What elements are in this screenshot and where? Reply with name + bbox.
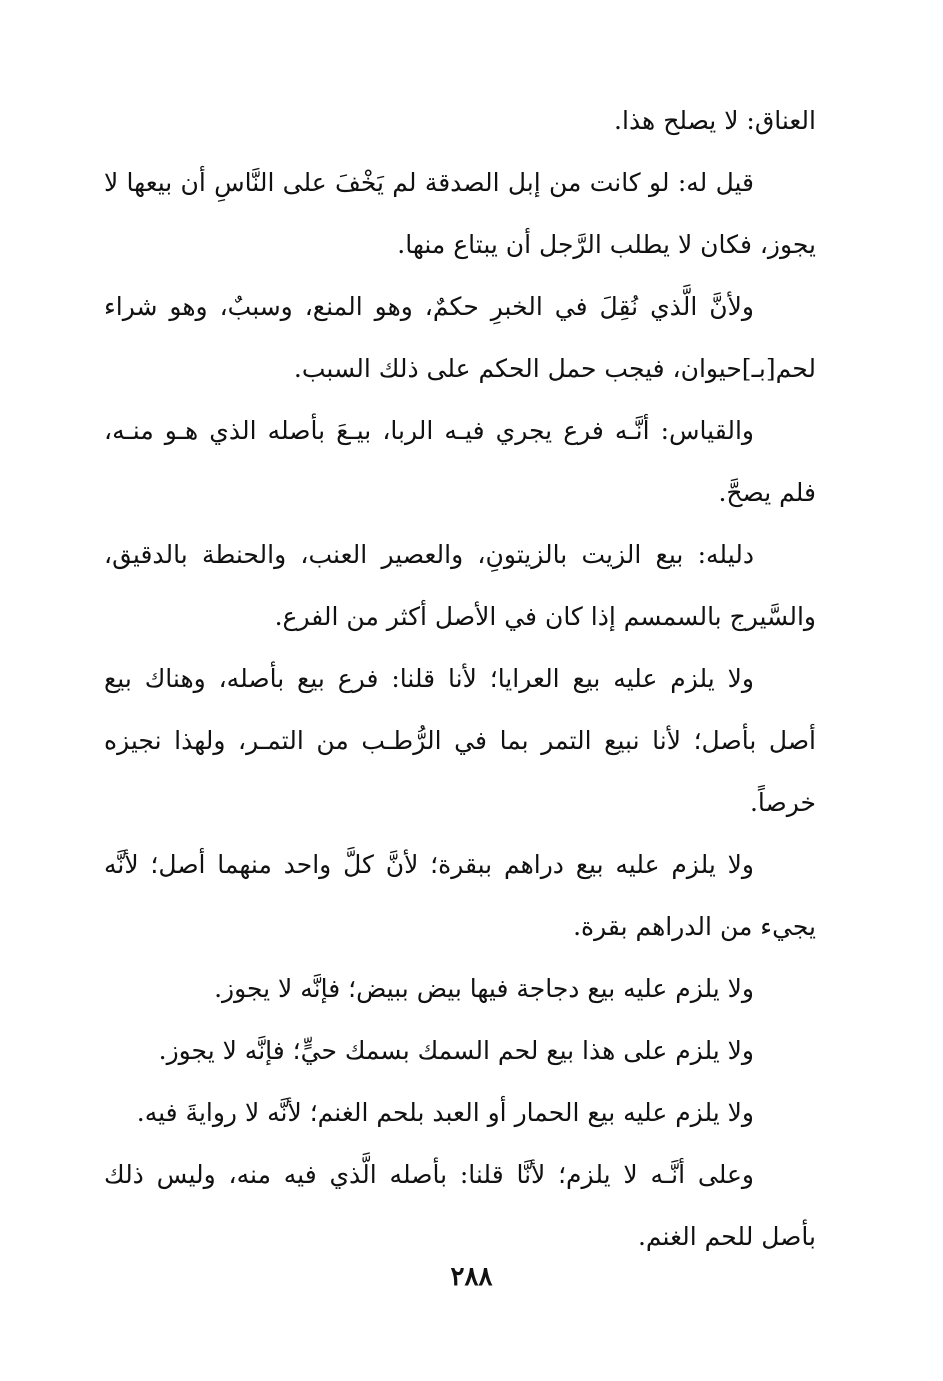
- paragraph-4: والقياس: أنَّـه فرع يجري فيـه الربا، بيـعَ بأصله الذي هـو منـه، فلم يصحَّ.: [104, 416, 816, 507]
- paragraph-7: ولا يلزم عليه بيع دراهم ببقرة؛ لأنَّ كلَّ واحد منهما أصل؛ لأنَّه يجيء من الدراهم بقرة.: [104, 850, 816, 941]
- page-number: ٢٨٨: [450, 1262, 493, 1292]
- body-text: [104, 90, 816, 1268]
- paragraph-9: ولا يلزم على هذا بيع لحم السمك بسمك حيٍّ؛ فإنَّه لا يجوز.: [158, 1036, 754, 1065]
- paragraph-1: العناق: لا يصلح هذا.: [614, 106, 816, 135]
- paragraph-8: ولا يلزم عليه بيع دجاجة فيها بيض ببيض؛ فإنَّه لا يجوز.: [214, 974, 754, 1003]
- paragraph-2: قيل له: لو كانت من إبل الصدقة لم يَخْفَ على النَّاسِ أن بيعها لا يجوز، فكان لا يطلب الرَّجل أن يبتاع منها.: [104, 168, 816, 259]
- paragraph-10: ولا يلزم عليه بيع الحمار أو العبد بلحم الغنم؛ لأنَّه لا روايةَ فيه.: [136, 1098, 754, 1127]
- paragraph-3: ولأنَّ الَّذي نُقِلَ في الخبرِ حكمٌ، وهو المنع، وسببٌ، وهو شراء لحم[بـ]حيوان، فيجب حمل الحكم على ذلك السبب.: [104, 292, 816, 383]
- paragraph-11: وعلى أنَّـه لا يلزم؛ لأنَّا قلنا: بأصله الَّذي فيه منه، وليس ذلك بأصل للحم الغنم.: [104, 1160, 816, 1251]
- paragraph-6: ولا يلزم عليه بيع العرايا؛ لأنا قلنا: فرع بيع بأصله، وهناك بيع أصل بأصل؛ لأنا نبيع التمر بما في الرُّطـب من التمـر، ولهذا نجيزه خرصاً.: [104, 664, 816, 817]
- paragraph-5: دليله: بيع الزيت بالزيتونِ، والعصير العنب، والحنطة بالدقيق، والسَّيرج بالسمسم إذا كان في الأصل أكثر من الفرع.: [104, 540, 816, 631]
